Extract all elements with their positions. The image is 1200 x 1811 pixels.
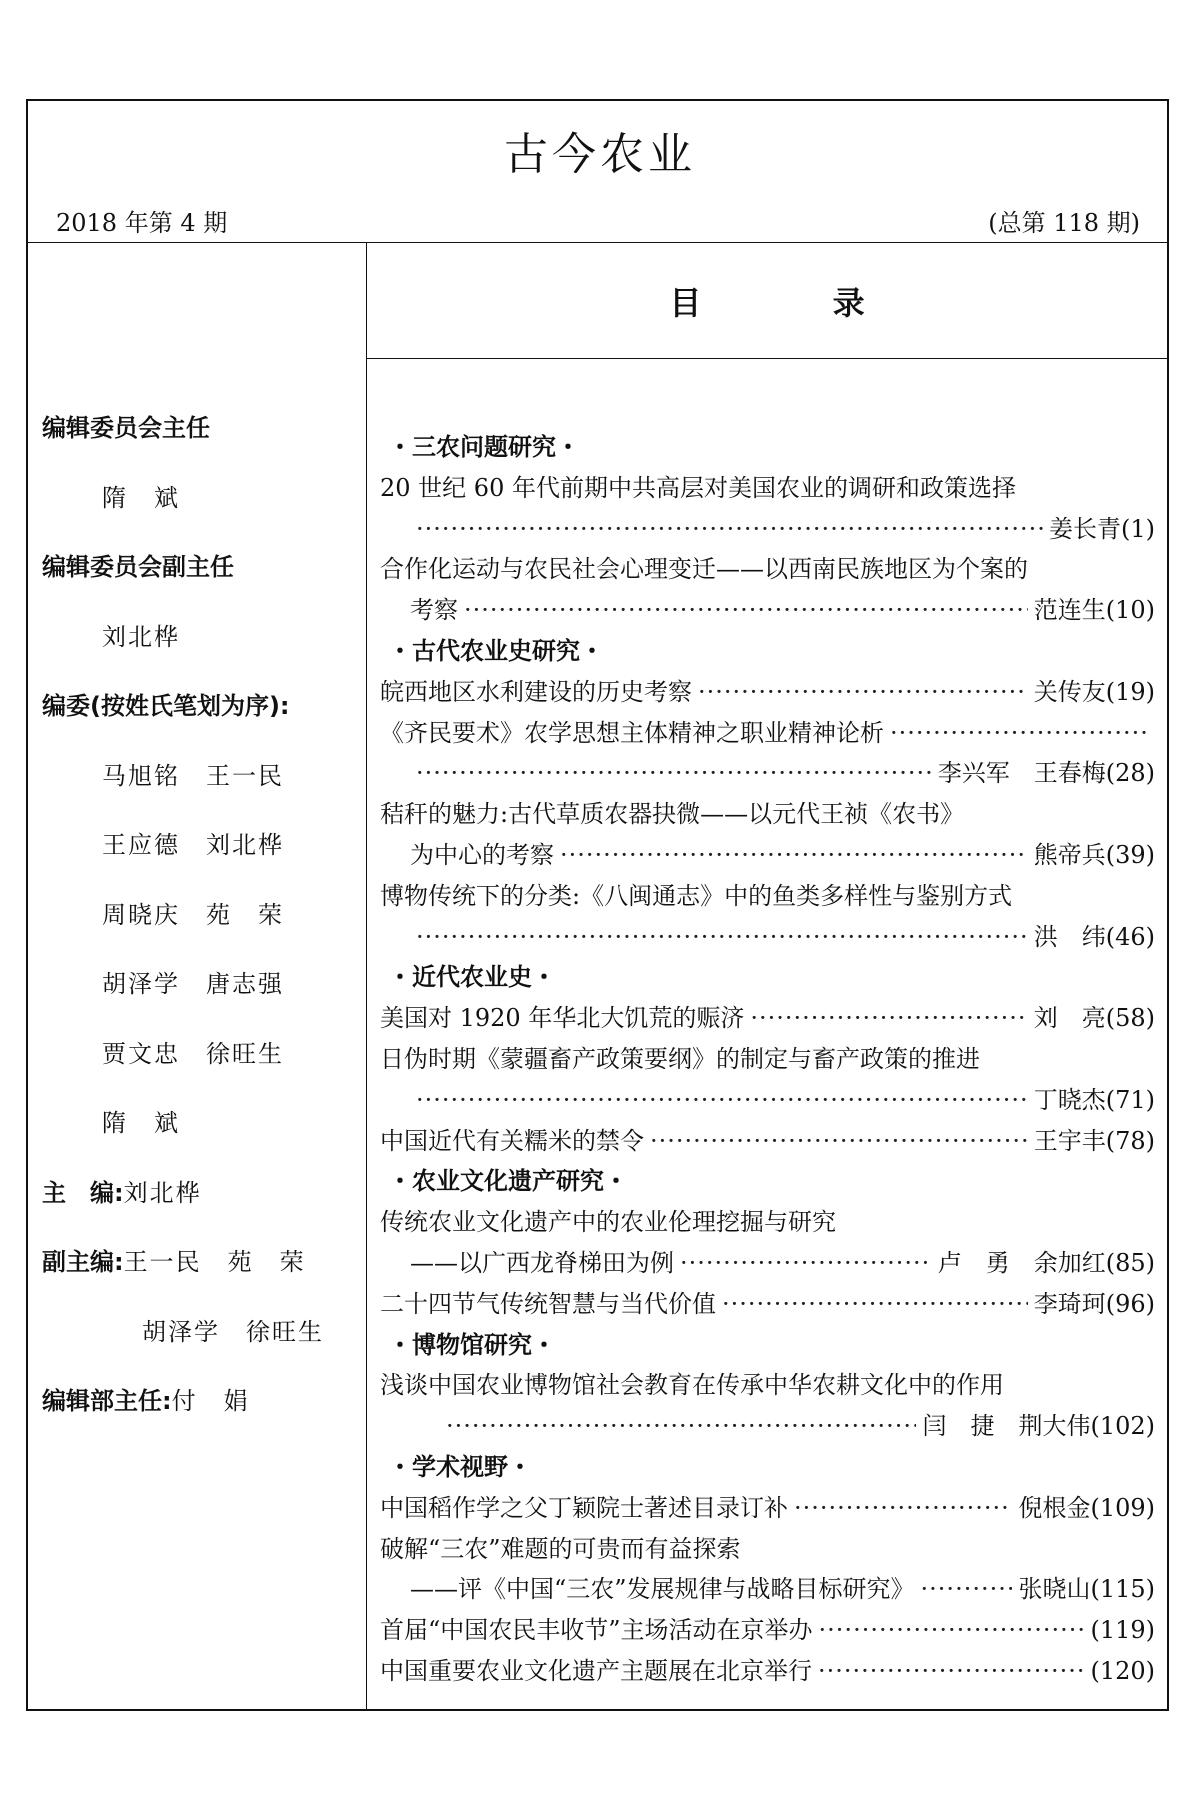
section-title: ・农业文化遗产研究・ — [388, 1167, 628, 1196]
issue-number: 2018 年第 4 期 — [56, 209, 228, 237]
entry-author: 倪根金 — [1018, 1493, 1091, 1522]
dot-leader — [921, 1572, 1013, 1606]
toc-entry — [380, 1124, 1155, 1165]
journal-title: 古今农业 — [504, 129, 696, 180]
toc-section-heading — [380, 1164, 1155, 1205]
editorial-board — [42, 412, 362, 1455]
entry-title: 合作化运动与农民社会心理变迁——以西南民族地区为个案的 — [380, 555, 1028, 584]
toc-entry — [380, 552, 1155, 593]
issue-total-number: (总第 118 期) — [988, 209, 1140, 237]
board-member-row: 周晓庆 苑 荣 — [102, 900, 284, 929]
entry-page-number: (102) — [1090, 1412, 1155, 1441]
dot-leader — [416, 756, 932, 790]
dot-leader — [464, 593, 1028, 627]
vice-editor-label: 副主编: — [42, 1248, 124, 1276]
board-member-row: 胡泽学 唐志强 — [102, 970, 284, 998]
entry-page-number: (39) — [1105, 840, 1155, 869]
chief-editor-label: 主 编: — [42, 1178, 124, 1207]
entry-title: 中国稻作学之父丁颖院士著述目录订补 — [380, 1493, 788, 1522]
entry-title: 日伪时期《蒙疆畜产政策要纲》的制定与畜产政策的推进 — [380, 1044, 980, 1073]
entry-author: 李琦珂 — [1033, 1289, 1106, 1318]
board-member-row: 贾文忠 徐旺生 — [102, 1039, 284, 1068]
office-director-name: 付 娟 — [171, 1387, 250, 1415]
toc-entry — [380, 675, 1155, 716]
entry-title: 美国对 1920 年华北大饥荒的赈济 — [380, 1004, 745, 1033]
entry-page-number: (71) — [1105, 1085, 1155, 1114]
office-director-label: 编辑部主任: — [42, 1387, 172, 1415]
toc-entry — [380, 1654, 1155, 1695]
dot-leader — [560, 838, 1028, 872]
entry-author: 丁晓杰 — [1033, 1085, 1106, 1114]
dot-leader — [750, 1001, 1027, 1035]
entry-title: 博物传统下的分类:《八闽通志》中的鱼类多样性与鉴别方式 — [380, 881, 1013, 910]
toc-entry-continuation — [380, 838, 1155, 879]
entry-title: 传统农业文化遗产中的农业伦理挖掘与研究 — [380, 1208, 836, 1237]
toc-heading-divider — [366, 358, 1169, 359]
entry-page-number: (58) — [1105, 1004, 1155, 1033]
entry-author: 张晓山 — [1018, 1575, 1091, 1604]
toc-section-heading — [380, 1328, 1155, 1369]
entry-title: 《齐民要术》农学思想主体精神之职业精神论析 — [380, 718, 884, 747]
toc-entry — [380, 1532, 1155, 1573]
toc-entry-continuation — [380, 512, 1155, 553]
vice-editor-names-2: 胡泽学 徐旺生 — [142, 1317, 324, 1346]
office-director-row — [42, 1385, 362, 1455]
section-title: ・三农问题研究・ — [388, 433, 580, 461]
entry-title: 二十四节气传统智慧与当代价值 — [380, 1289, 716, 1318]
entry-page-number: (115) — [1090, 1575, 1155, 1604]
toc-entry — [380, 1613, 1155, 1654]
dot-leader — [446, 1409, 916, 1443]
toc-entry — [380, 1287, 1155, 1328]
entry-author: 王宇丰 — [1033, 1126, 1106, 1155]
entry-author: 闫 捷 荆大伟 — [922, 1412, 1091, 1441]
table-of-contents — [380, 430, 1155, 1695]
entry-title: ——以广西龙脊梯田为例 — [410, 1248, 674, 1277]
entry-author: 卢 勇 余加红 — [937, 1248, 1106, 1277]
chief-editor-name: 刘北桦 — [123, 1178, 202, 1207]
toc-entry-continuation — [380, 1409, 1155, 1450]
entry-title: 浅谈中国农业博物馆社会教育在传承中华农耕文化中的作用 — [380, 1371, 1004, 1400]
board-director-name: 隋 斌 — [102, 483, 180, 512]
vice-editor-names: 王一民 苑 荣 — [123, 1248, 306, 1276]
dot-leader — [722, 1287, 1028, 1321]
entry-page-number: (28) — [1105, 759, 1155, 788]
entry-author: 范连生 — [1033, 596, 1106, 625]
entry-page-number: (19) — [1105, 677, 1155, 706]
toc-entry-continuation — [380, 920, 1155, 961]
toc-entry — [380, 471, 1155, 512]
toc-entry-continuation — [380, 593, 1155, 634]
vice-editor-row — [42, 1246, 362, 1316]
entry-page-number: (46) — [1105, 922, 1155, 951]
dot-leader — [416, 920, 1028, 954]
entry-title: 首届“中国农民丰收节”主场活动在京举办 — [380, 1616, 813, 1645]
dot-leader — [794, 1491, 1012, 1525]
entry-title: 破解“三农”难题的可贵而有益探索 — [380, 1534, 741, 1563]
toc-entry-continuation — [380, 1246, 1155, 1287]
dot-leader — [416, 512, 1043, 546]
toc-entry — [380, 797, 1155, 838]
entry-title: 20 世纪 60 年代前期中共高层对美国农业的调研和政策选择 — [380, 473, 1016, 502]
dot-leader — [650, 1124, 1028, 1158]
column-divider — [366, 242, 367, 1711]
section-title: ・近代农业史・ — [388, 963, 556, 992]
toc-section-heading — [380, 634, 1155, 675]
entry-title: 中国重要农业文化遗产主题展在北京举行 — [380, 1656, 812, 1685]
toc-section-heading — [380, 430, 1155, 471]
dot-leader — [680, 1246, 932, 1280]
dot-leader — [890, 716, 1149, 750]
board-member-row: 马旭铭 王一民 — [102, 761, 284, 790]
entry-page-number: (120) — [1090, 1656, 1155, 1685]
entry-page-number: (10) — [1105, 596, 1155, 625]
toc-entry — [380, 1205, 1155, 1246]
toc-entry — [380, 1001, 1155, 1042]
section-title: ・学术视野・ — [388, 1452, 532, 1481]
section-title: ・博物馆研究・ — [388, 1330, 556, 1359]
toc-section-heading — [380, 960, 1155, 1001]
entry-title: 为中心的考察 — [410, 840, 554, 869]
entry-author: 刘 亮 — [1033, 1004, 1106, 1033]
board-director-label: 编辑委员会主任 — [42, 414, 210, 442]
header-divider — [26, 242, 1169, 243]
toc-entry — [380, 716, 1155, 757]
entry-author: 姜长青 — [1049, 514, 1121, 543]
entry-page-number: (85) — [1105, 1248, 1155, 1277]
toc-entry — [380, 1368, 1155, 1409]
toc-heading: 目 录 — [669, 284, 865, 322]
toc-entry — [380, 1491, 1155, 1532]
board-deputy-name: 刘北桦 — [102, 622, 180, 651]
board-members-label: 编委(按姓氏笔划为序): — [42, 692, 290, 720]
chief-editor-row — [42, 1177, 362, 1247]
toc-entry-continuation — [380, 756, 1155, 797]
toc-section-heading — [380, 1450, 1155, 1491]
toc-entry — [380, 879, 1155, 920]
entry-author: 洪 纬 — [1033, 922, 1106, 951]
dot-leader — [819, 1613, 1085, 1647]
entry-author: 熊帝兵 — [1033, 840, 1106, 869]
board-deputy-label: 编辑委员会副主任 — [42, 553, 234, 581]
entry-title: ——评《中国“三农”发展规律与战略目标研究》 — [410, 1575, 915, 1604]
toc-entry-continuation — [380, 1083, 1155, 1124]
board-member-row: 王应德 刘北桦 — [102, 831, 284, 859]
entry-title: 中国近代有关糯米的禁令 — [380, 1126, 644, 1155]
entry-author: 关传友 — [1033, 677, 1106, 706]
entry-author: 李兴军 王春梅 — [937, 759, 1106, 788]
entry-title: 考察 — [410, 596, 458, 625]
toc-entry — [380, 1042, 1155, 1083]
entry-page-number: (96) — [1105, 1289, 1155, 1318]
entry-page-number: (78) — [1105, 1126, 1155, 1155]
dot-leader — [416, 1083, 1028, 1117]
entry-title: 秸秆的魅力:古代草质农器抉微——以元代王祯《农书》 — [380, 800, 965, 829]
section-title: ・古代农业史研究・ — [388, 636, 604, 665]
board-member-row: 隋 斌 — [102, 1109, 180, 1137]
dot-leader — [818, 1654, 1084, 1688]
entry-page-number: (119) — [1090, 1616, 1155, 1645]
entry-page-number: (109) — [1090, 1493, 1155, 1522]
toc-entry-continuation — [380, 1572, 1155, 1613]
entry-title: 皖西地区水利建设的历史考察 — [380, 677, 692, 706]
entry-page-number: (1) — [1121, 514, 1155, 543]
dot-leader — [698, 675, 1028, 709]
